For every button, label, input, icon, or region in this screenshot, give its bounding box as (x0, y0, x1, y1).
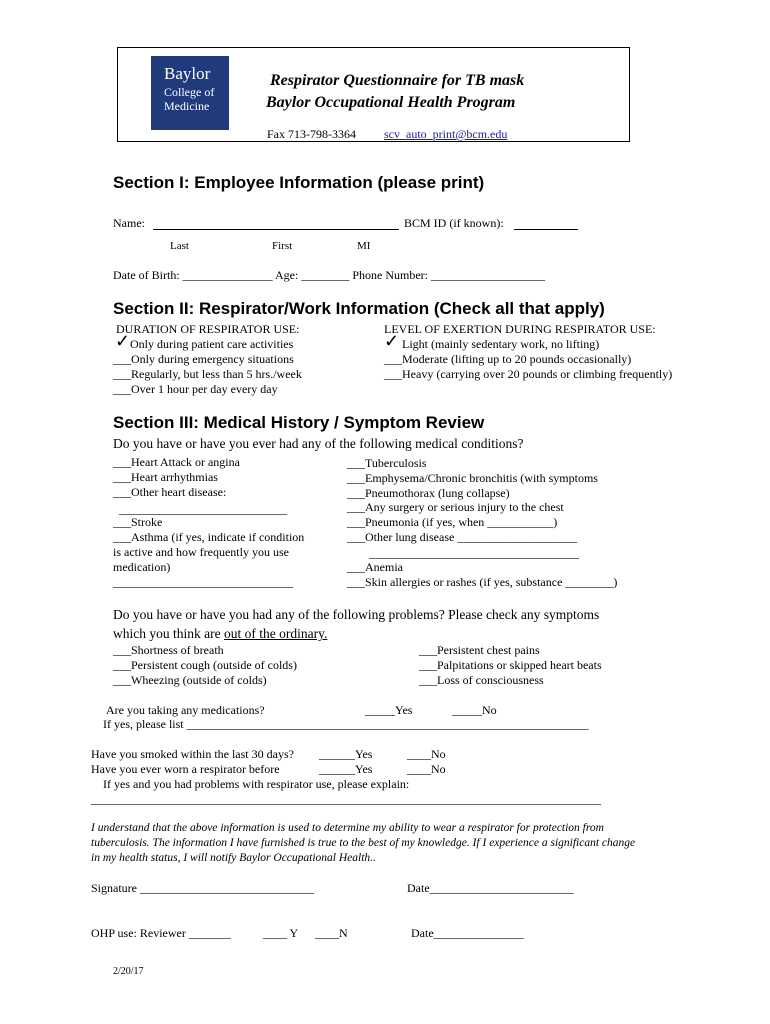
ohp-date-field[interactable]: Date_______________ (411, 926, 524, 940)
symptom-item[interactable]: ___Persistent chest pains (419, 643, 540, 657)
duration-item-emergency[interactable]: ___Only during emergency situations (113, 352, 294, 366)
name-label: Name: (113, 216, 145, 230)
statement-line-1: I understand that the above information is used to determine my ability to wear a respirator for protection from (91, 822, 604, 834)
logo-line-1: Baylor (164, 64, 211, 83)
exertion-item-moderate[interactable]: ___Moderate (lifting up to 20 pounds occasionally) (384, 352, 632, 366)
form-version-date: 2/20/17 (113, 966, 144, 977)
medications-list-line[interactable]: If yes, please list ___________________________________________________________________ (103, 717, 589, 731)
signature-field[interactable]: Signature _____________________________ (91, 881, 314, 895)
worn-respirator-question: Have you ever worn a respirator before (91, 762, 280, 776)
condition-item[interactable]: ___Stroke (113, 515, 163, 529)
duration-item-regularly[interactable]: ___Regularly, but less than 5 hrs./week (113, 367, 302, 381)
condition-fill-line[interactable]: ____________________________ (119, 502, 287, 516)
symptom-item[interactable]: ___Palpitations or skipped heart beats (419, 658, 602, 672)
symptom-item[interactable]: ___Loss of consciousness (419, 673, 544, 687)
condition-item-text: medication) (113, 560, 171, 574)
condition-item-text: is active and how frequently you use (113, 545, 289, 559)
medications-no[interactable]: _____No (452, 703, 497, 717)
ohp-yes[interactable]: ____ Y (263, 926, 299, 940)
fax-number: Fax 713-798-3364 (267, 127, 356, 141)
form-title: Respirator Questionnaire for TB mask (270, 72, 525, 89)
check-icon[interactable]: ✓ (115, 331, 131, 351)
program-title: Baylor Occupational Health Program (266, 94, 516, 111)
exertion-title: LEVEL OF EXERTION DURING RESPIRATOR USE: (384, 322, 656, 336)
bcm-id-field[interactable] (514, 229, 578, 230)
problems-question: If yes and you had problems with respirator use, please explain: (103, 777, 410, 791)
symptoms-question-text: which you think are (113, 626, 224, 641)
smoked-question: Have you smoked within the last 30 days? (91, 747, 294, 761)
symptoms-question-line2 (113, 626, 327, 642)
signature-date-field[interactable]: Date________________________ (407, 881, 574, 895)
name-sub-last: Last (170, 240, 189, 252)
section3-heading: Section III: Medical History / Symptom Review (113, 413, 485, 432)
exertion-item-light[interactable]: Light (mainly sedentary work, no lifting) (402, 337, 600, 351)
name-sub-first: First (272, 240, 293, 252)
symptoms-question: Do you have or have you had any of the following problems? Please check any symptoms (113, 607, 600, 622)
duration-title: DURATION OF RESPIRATOR USE: (116, 322, 300, 336)
ohp-reviewer-field[interactable]: OHP use: Reviewer _______ (91, 926, 231, 940)
medications-yes[interactable]: _____Yes (365, 703, 413, 717)
worn-respirator-no[interactable]: ____No (407, 762, 446, 776)
section2-heading: Section II: Respirator/Work Information (Check all that apply) (113, 299, 605, 318)
worn-respirator-yes[interactable]: ______Yes (319, 762, 373, 776)
symptom-item[interactable]: ___Wheezing (outside of colds) (113, 673, 267, 687)
duration-item-patient-care[interactable]: Only during patient care activities (130, 337, 294, 351)
condition-item[interactable]: ___Other lung disease ____________________ (347, 530, 578, 544)
name-sub-mi: MI (357, 240, 371, 252)
condition-item[interactable]: ___Emphysema/Chronic bronchitis (with symptoms (347, 471, 598, 485)
check-icon[interactable]: ✓ (384, 331, 400, 351)
ohp-no[interactable]: ____N (315, 926, 348, 940)
conditions-question: Do you have or have you ever had any of the following medical conditions? (113, 436, 524, 451)
condition-item[interactable]: ___Asthma (if yes, indicate if condition (113, 530, 305, 544)
condition-item[interactable]: ___Anemia (347, 560, 403, 574)
condition-item[interactable]: ___Skin allergies or rashes (if yes, substance ________) (347, 575, 618, 589)
condition-item[interactable]: ___Other heart disease: (113, 485, 227, 499)
logo-line-2: College of (164, 85, 215, 99)
problems-explain-line[interactable]: _____________________________________________________________________________________ (91, 792, 601, 806)
statement-line-3: in my health status, I will notify Baylor Occupational Health.. (91, 852, 376, 864)
symptoms-emphasis: out of the ordinary. (223, 626, 328, 641)
condition-item[interactable]: ___Heart arrhythmias (113, 470, 218, 484)
section1-heading: Section I: Employee Information (please print) (113, 173, 485, 192)
exertion-item-heavy[interactable]: ___Heavy (carrying over 20 pounds or climbing frequently) (384, 367, 673, 381)
duration-item-over-1-hour[interactable]: ___Over 1 hour per day every day (113, 382, 278, 396)
condition-item[interactable]: ___Heart Attack or angina (113, 455, 240, 469)
logo-line-3: Medicine (164, 99, 210, 113)
condition-fill-line[interactable]: ______________________________ (113, 575, 293, 589)
symptom-item[interactable]: ___Shortness of breath (113, 643, 224, 657)
bcm-id-label: BCM ID (if known): (404, 216, 504, 230)
dob-age-phone-line[interactable]: Date of Birth: _______________ Age: ________ Phone Number: ___________________ (113, 268, 545, 282)
condition-item[interactable]: ___Tuberculosis (347, 456, 427, 470)
condition-fill-line[interactable]: ___________________________________ (369, 546, 579, 560)
smoked-no[interactable]: ____No (407, 747, 446, 761)
statement-line-2: tuberculosis. The information I have furnished is true to the best of my knowledge. If I experience a significant change (91, 837, 636, 849)
condition-item[interactable]: ___Any surgery or serious injury to the chest (347, 500, 564, 514)
medications-question: Are you taking any medications? (106, 703, 265, 717)
symptom-item[interactable]: ___Persistent cough (outside of colds) (113, 658, 297, 672)
smoked-yes[interactable]: ______Yes (319, 747, 373, 761)
condition-item[interactable]: ___Pneumothorax (lung collapse) (347, 486, 510, 500)
email-link[interactable]: scv_auto_print@bcm.edu (384, 127, 508, 141)
name-field[interactable] (153, 229, 399, 230)
condition-item[interactable]: ___Pneumonia (if yes, when ___________) (347, 515, 558, 529)
baylor-logo (151, 56, 229, 130)
